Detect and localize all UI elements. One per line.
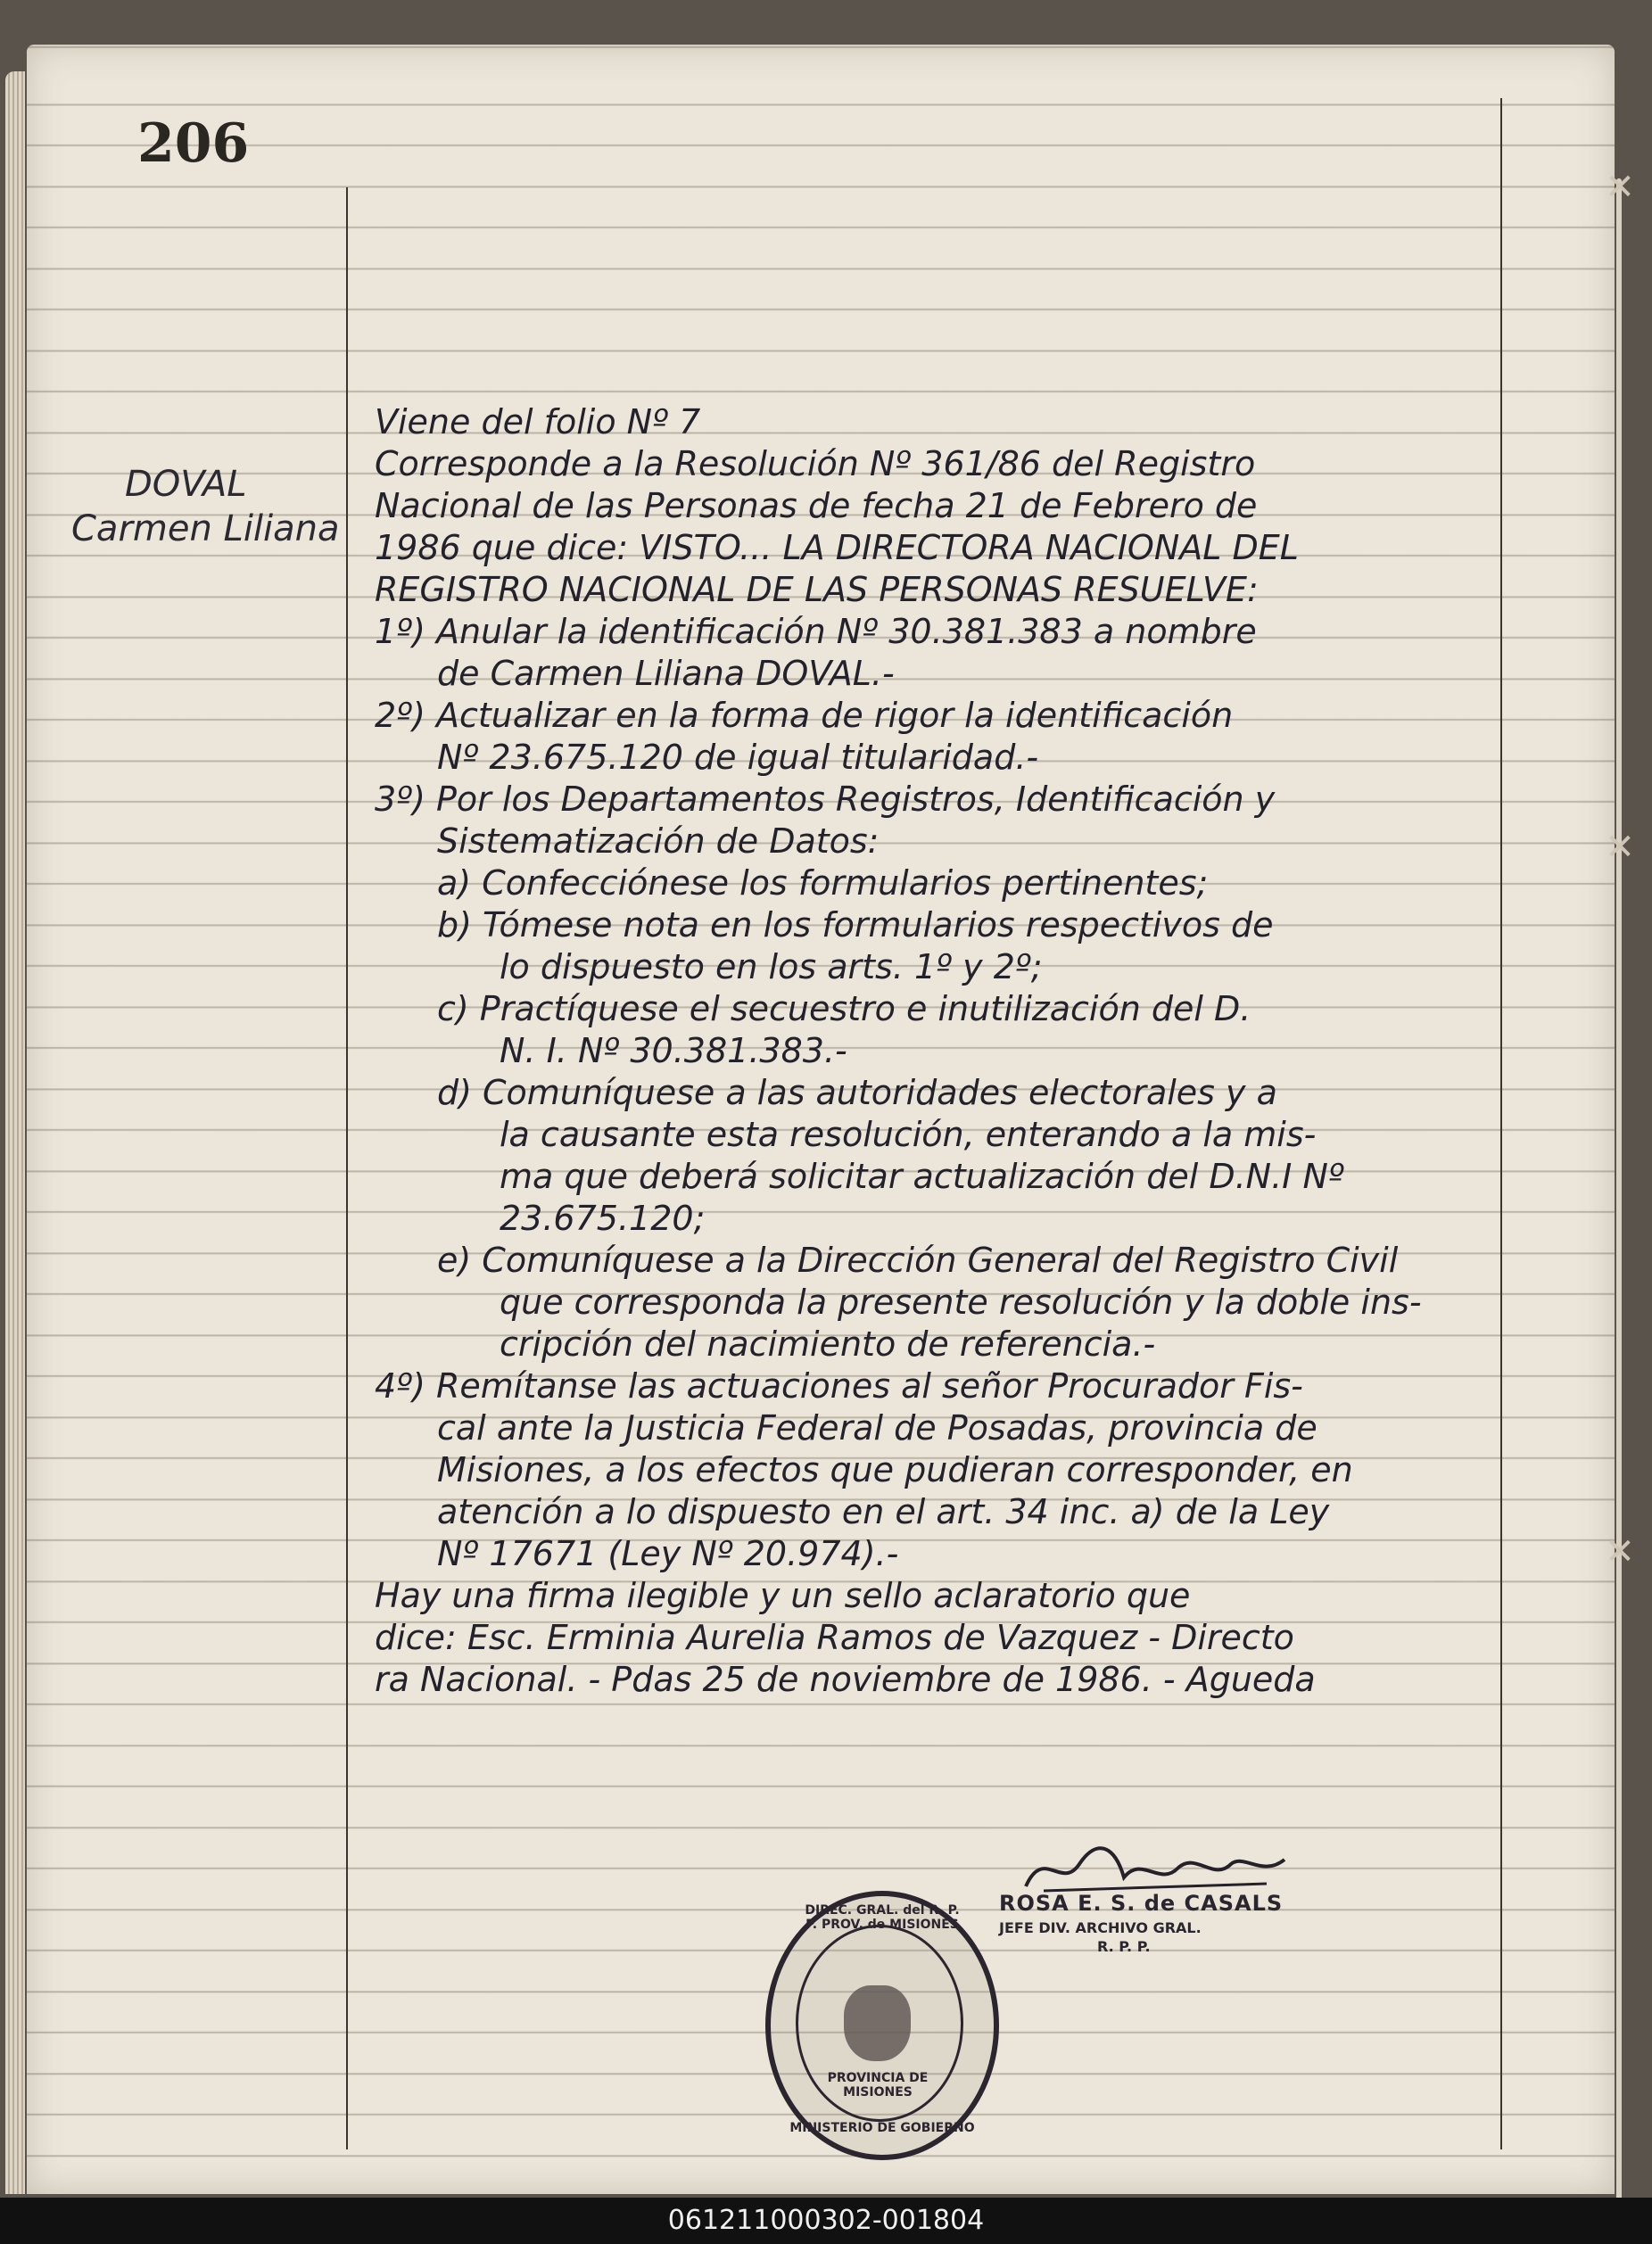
stacked-page-edges xyxy=(5,71,25,2194)
stamp-inner-text: PROVINCIA DE MISIONES xyxy=(827,2071,929,2100)
text-line: Nacional de las Personas de fecha 21 de Febrero de xyxy=(375,486,1258,525)
text-line: e) Comuníquese a la Dirección General del Registro Civil xyxy=(437,1241,1399,1280)
text-line: N. I. Nº 30.381.383.- xyxy=(500,1031,847,1070)
text-line: d) Comuníquese a las autoridades electorales y a xyxy=(437,1073,1277,1112)
text-line: Hay una firma ilegible y un sello aclaratorio que xyxy=(375,1576,1191,1615)
text-line: dice: Esc. Erminia Aurelia Ramos de Vazquez - Directo xyxy=(375,1618,1294,1657)
text-line: Viene del folio Nº 7 xyxy=(375,402,701,441)
signatory-name: ROSA E. S. de CASALS xyxy=(999,1891,1284,1916)
text-line: atención a lo dispuesto en el art. 34 inc. a) de la Ley xyxy=(437,1492,1330,1531)
text-line: la causante esta resolución, enterando a la mis- xyxy=(500,1115,1317,1154)
text-line: 23.675.120; xyxy=(500,1199,706,1238)
binding-knot-icon: ✕ xyxy=(1605,167,1635,208)
page-number: 206 xyxy=(137,112,250,175)
text-line: Sistematización de Datos: xyxy=(437,821,880,861)
document-id-footer: 061211000302-001804 xyxy=(0,2198,1652,2244)
text-line: 4º) Remítanse las actuaciones al señor Procurador Fis- xyxy=(375,1366,1303,1406)
text-line: a) Confecciónese los formularios pertinentes; xyxy=(437,863,1209,903)
text-line: cripción del nacimiento de referencia.- xyxy=(500,1324,1156,1364)
text-line: Nº 17671 (Ley Nº 20.974).- xyxy=(437,1534,899,1573)
binding-knot-icon: ✕ xyxy=(1605,1531,1635,1572)
side-note-given-names: Carmen Liliana xyxy=(71,508,340,549)
text-line: cal ante la Justicia Federal de Posadas, provincia de xyxy=(437,1408,1317,1448)
text-line: 3º) Por los Departamentos Registros, Identificación y xyxy=(375,780,1276,819)
text-line: REGISTRO NACIONAL DE LAS PERSONAS RESUELVE: xyxy=(375,570,1259,609)
stamp-outer-text: DIREC. GRAL. del R. P. P. PROV. de MISIONES xyxy=(805,1903,960,1932)
stamp-ring-text: MINISTERIO DE GOBIERNO xyxy=(789,2121,975,2135)
text-line: Misiones, a los efectos que pudieran corresponder, en xyxy=(437,1450,1353,1489)
text-line: lo dispuesto en los arts. 1º y 2º; xyxy=(500,947,1043,986)
left-margin-line xyxy=(346,187,348,2149)
text-line: 1986 que dice: VISTO... LA DIRECTORA NACIONAL DEL xyxy=(375,528,1299,567)
side-note-surname: DOVAL xyxy=(125,464,247,505)
binding-cord xyxy=(1616,178,1622,2212)
text-line: de Carmen Liliana DOVAL.- xyxy=(437,654,895,693)
resolution-text xyxy=(375,401,1534,1701)
signature-block xyxy=(999,1891,1283,1955)
text-line: 1º) Anular la identificación Nº 30.381.383 a nombre xyxy=(375,612,1257,651)
text-line: c) Practíquese el secuestro e inutilización del D. xyxy=(437,989,1251,1028)
signatory-title: JEFE DIV. ARCHIVO GRAL. xyxy=(999,1919,1202,1936)
seal-emblem-icon xyxy=(844,1985,911,2061)
text-line: Nº 23.675.120 de igual titularidad.- xyxy=(437,738,1039,777)
text-line: b) Tómese nota en los formularios respectivos de xyxy=(437,905,1274,945)
official-stamp xyxy=(765,1891,999,2160)
text-line: que corresponda la presente resolución y la doble ins- xyxy=(500,1283,1422,1322)
text-line: Corresponde a la Resolución Nº 361/86 del Registro xyxy=(375,444,1256,483)
signatory-office: R. P. P. xyxy=(1097,1938,1151,1955)
text-line: ma que deberá solicitar actualización del D.N.I Nº xyxy=(500,1157,1344,1196)
text-line: 2º) Actualizar en la forma de rigor la identificación xyxy=(375,696,1234,735)
ledger-page xyxy=(27,45,1615,2194)
binding-knot-icon: ✕ xyxy=(1605,827,1635,868)
text-line: ra Nacional. - Pdas 25 de noviembre de 1986. - Agueda xyxy=(375,1660,1316,1699)
